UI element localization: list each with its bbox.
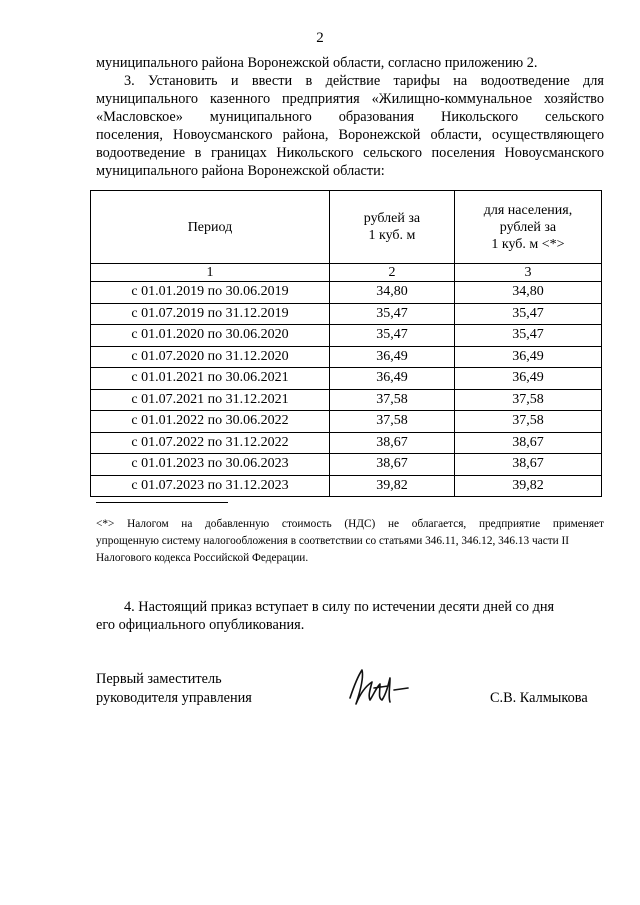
footnote-line: упрощенную систему налогообложения в соответствии со статьями 346.11, 346.12, 346.13 части II <box>96 535 570 547</box>
footnote-separator <box>96 502 228 503</box>
page-number: 2 <box>316 30 324 46</box>
paragraph-line: водоотведение в границах Никольского сельского поселения Новоусманского <box>96 145 604 161</box>
cell-period: с 01.07.2022 по 31.12.2022 <box>91 432 330 454</box>
paragraph-line: 3. Установить и ввести в действие тарифы на водоотведение для <box>124 73 604 89</box>
cell-pop: 39,82 <box>454 475 601 497</box>
cell-rub: 35,47 <box>329 303 454 325</box>
cell-pop: 37,58 <box>454 389 601 411</box>
header-rub-line: 1 куб. м <box>368 228 416 243</box>
paragraph-line: «Масловское» муниципального образования Никольского сельского <box>96 109 604 125</box>
cell-period: с 01.07.2020 по 31.12.2020 <box>91 346 330 368</box>
table-row <box>91 282 602 304</box>
table-row <box>91 389 602 411</box>
header-pop-line: рублей за <box>499 219 557 235</box>
column-number: 2 <box>329 264 454 282</box>
header-rub-line: рублей за <box>363 211 421 226</box>
cell-rub: 35,47 <box>329 325 454 347</box>
cell-period: с 01.01.2022 по 30.06.2022 <box>91 411 330 433</box>
cell-pop: 35,47 <box>454 303 601 325</box>
cell-pop: 36,49 <box>454 368 601 390</box>
cell-period: с 01.07.2021 по 31.12.2021 <box>91 389 330 411</box>
cell-rub: 34,80 <box>329 282 454 304</box>
cell-rub: 38,67 <box>329 432 454 454</box>
cell-pop: 34,80 <box>454 282 601 304</box>
cell-rub: 37,58 <box>329 389 454 411</box>
table-header-row <box>91 191 602 264</box>
cell-period: с 01.01.2021 по 30.06.2021 <box>91 368 330 390</box>
table-row <box>91 454 602 476</box>
paragraph-line: муниципального района Воронежской области: <box>96 163 385 179</box>
table-row <box>91 303 602 325</box>
cell-pop: 36,49 <box>454 346 601 368</box>
paragraph-line: поселения, Новоусманского района, Воронежской области, осуществляющего <box>96 127 604 143</box>
paragraph-line: муниципального района Воронежской области, согласно приложению 2. <box>96 55 538 71</box>
table-row <box>91 475 602 497</box>
cell-pop: 35,47 <box>454 325 601 347</box>
paragraph-line: 4. Настоящий приказ вступает в силу по истечении десяти дней со дня <box>124 599 555 615</box>
signer-title-line: Первый заместитель <box>96 671 222 687</box>
footnote-line: <*> Налогом на добавленную стоимость (НДС) не облагается, предприятие применяет <box>96 518 604 530</box>
cell-rub: 39,82 <box>329 475 454 497</box>
cell-period: с 01.07.2023 по 31.12.2023 <box>91 475 330 497</box>
footnote <box>96 516 604 567</box>
footnote-line: Налогового кодекса Российской Федерации. <box>96 552 309 564</box>
table-row <box>91 325 602 347</box>
cell-period: с 01.01.2020 по 30.06.2020 <box>91 325 330 347</box>
header-period: Период <box>91 191 330 264</box>
signer-title <box>96 670 252 708</box>
column-number: 3 <box>454 264 601 282</box>
handwritten-signature <box>344 664 428 712</box>
header-pop-line: 1 куб. м <*> <box>491 236 565 252</box>
cell-period: с 01.01.2019 по 30.06.2019 <box>91 282 330 304</box>
paragraph-3 <box>96 54 604 180</box>
column-number: 1 <box>91 264 330 282</box>
header-population <box>454 191 601 264</box>
signer-title-line: руководителя управления <box>96 690 252 706</box>
signer-name: С.В. Калмыкова <box>490 690 588 706</box>
table-row <box>91 346 602 368</box>
column-number-row <box>91 264 602 282</box>
cell-rub: 38,67 <box>329 454 454 476</box>
paragraph-line: его официального опубликования. <box>96 617 305 633</box>
table-row <box>91 368 602 390</box>
cell-rub: 36,49 <box>329 346 454 368</box>
cell-rub: 37,58 <box>329 411 454 433</box>
cell-pop: 37,58 <box>454 411 601 433</box>
header-pop-line: для населения, <box>483 202 573 218</box>
table-row <box>91 411 602 433</box>
cell-pop: 38,67 <box>454 454 601 476</box>
header-rub <box>329 191 454 264</box>
cell-pop: 38,67 <box>454 432 601 454</box>
cell-rub: 36,49 <box>329 368 454 390</box>
table-row <box>91 432 602 454</box>
cell-period: с 01.01.2023 по 30.06.2023 <box>91 454 330 476</box>
cell-period: с 01.07.2019 по 31.12.2019 <box>91 303 330 325</box>
paragraph-line: муниципального казенного предприятия «Жилищно-коммунальное хозяйство <box>96 91 604 107</box>
paragraph-4 <box>96 598 604 634</box>
tariff-table <box>90 190 602 497</box>
